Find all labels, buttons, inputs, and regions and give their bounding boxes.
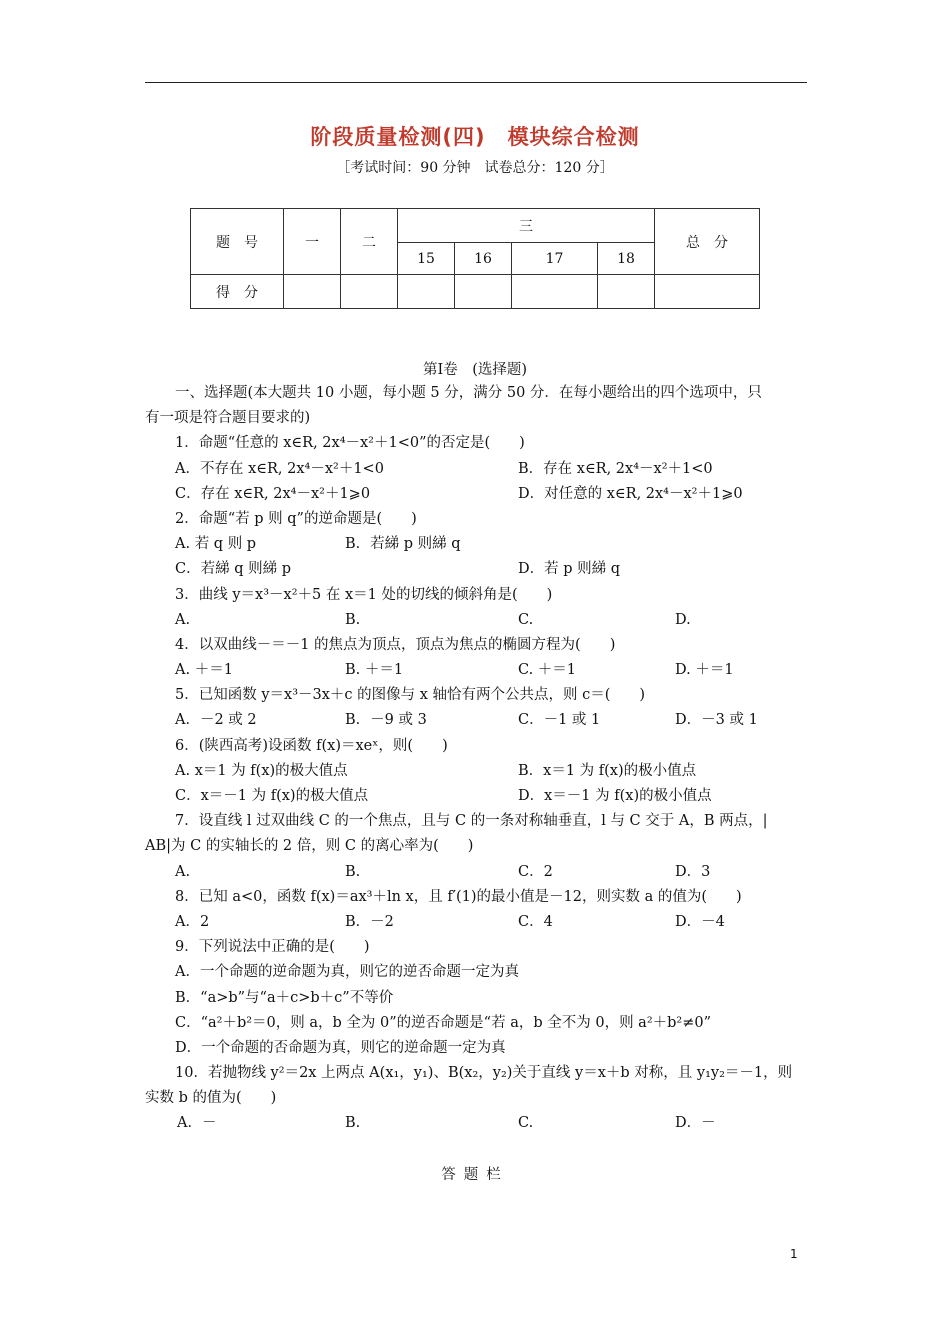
- answer-option[interactable]: C．2: [518, 863, 553, 880]
- option-row: [145, 532, 810, 557]
- score-cell[interactable]: [598, 275, 655, 309]
- answer-option[interactable]: C．若綈 q 则綈 p: [175, 561, 291, 578]
- answer-bar-label: 答题栏: [441, 1167, 509, 1183]
- answer-option[interactable]: A.: [175, 611, 191, 628]
- answer-option[interactable]: B.: [345, 863, 361, 880]
- text-line: 2．命题“若 p 则 q”的逆命题是( ): [175, 510, 417, 527]
- answer-option[interactable]: C.: [518, 1115, 534, 1132]
- answer-option[interactable]: B.: [345, 1115, 361, 1132]
- answer-option[interactable]: C．－1 或 1: [518, 712, 601, 729]
- answer-option[interactable]: D. ＋＝1: [675, 662, 734, 679]
- answer-option[interactable]: B.: [345, 611, 361, 628]
- text-line: 实数 b 的值为( ): [145, 1090, 277, 1107]
- answer-option[interactable]: B. ＋＝1: [345, 662, 404, 679]
- col-part-1: 一: [284, 209, 341, 275]
- option-row: [145, 457, 810, 482]
- score-cell[interactable]: [284, 275, 341, 309]
- text-line: C．“a²＋b²＝0，则 a，b 全为 0”的逆否命题是“若 a，b 全不为 0，则 a²＋b²≠0”: [175, 1014, 712, 1031]
- text-line: 6．(陕西高考)设函数 f(x)＝xeˣ，则( ): [175, 737, 448, 754]
- score-cell[interactable]: [512, 275, 598, 309]
- exam-info: ［考试时间：90 分钟 试卷总分：120 分］: [336, 160, 614, 176]
- answer-option[interactable]: B．－2: [345, 913, 394, 930]
- text-line: 5．已知函数 y＝x³－3x＋c 的图像与 x 轴恰有两个公共点，则 c＝( ): [175, 687, 646, 704]
- text-line: 1．命题“任意的 x∈R, 2x⁴－x²＋1<0”的否定是( ): [175, 435, 525, 452]
- text-line: 8．已知 a<0，函数 f(x)＝ax³＋ln x，且 f′(1)的最小值是－12，则实数 a 的值为( ): [175, 888, 742, 905]
- col-q17: 17: [512, 243, 598, 275]
- col-q15: 15: [398, 243, 455, 275]
- answer-option[interactable]: D．x＝－1 为 f(x)的极小值点: [518, 788, 712, 804]
- answer-option[interactable]: A. 若 q 则 p: [175, 536, 257, 553]
- option-row: [145, 482, 810, 507]
- score-cell[interactable]: [655, 275, 760, 309]
- text-line: 有一项是符合题目要求的): [145, 410, 311, 427]
- question-body: [145, 381, 810, 1137]
- answer-option[interactable]: A．－: [177, 1115, 217, 1132]
- row-label-number: 题 号: [191, 209, 284, 275]
- option-row: [145, 608, 810, 633]
- answer-option[interactable]: A．－2 或 2: [175, 712, 257, 729]
- col-q16: 16: [455, 243, 512, 275]
- answer-option[interactable]: B．存在 x∈R, 2x⁴－x²＋1<0: [518, 460, 713, 477]
- answer-option[interactable]: C. ＋＝1: [518, 662, 577, 679]
- option-row: [145, 784, 810, 809]
- option-row: [145, 759, 810, 784]
- answer-option[interactable]: A. x＝1 为 f(x)的极大值点: [175, 762, 348, 779]
- answer-option[interactable]: D.: [675, 611, 691, 628]
- answer-option[interactable]: B．x＝1 为 f(x)的极小值点: [518, 762, 697, 779]
- text-line: 7．设直线 l 过双曲线 C 的一个焦点，且与 C 的一条对称轴垂直，l 与 C 交于 A，B 两点，|: [175, 813, 768, 830]
- option-row: [145, 658, 810, 683]
- col-total: 总 分: [655, 209, 760, 275]
- answer-option[interactable]: D．－3 或 1: [675, 712, 758, 729]
- header-rule: [145, 82, 807, 83]
- answer-option[interactable]: A.: [175, 863, 191, 880]
- col-part-2: 二: [341, 209, 398, 275]
- page-number: 1: [790, 1247, 798, 1261]
- answer-option[interactable]: D．3: [675, 863, 711, 880]
- answer-option[interactable]: A．2: [175, 913, 210, 930]
- score-cell[interactable]: [455, 275, 512, 309]
- answer-option[interactable]: D．－4: [675, 913, 725, 930]
- text-line: 10．若抛物线 y²＝2x 上两点 A(x₁，y₁)、B(x₂，y₂)关于直线 y＝x＋b 对称，且 y₁y₂＝－1，则: [175, 1065, 793, 1082]
- option-row: [145, 708, 810, 733]
- score-table: [190, 208, 760, 309]
- option-row: [145, 860, 810, 885]
- answer-option[interactable]: D．－: [675, 1115, 716, 1132]
- answer-option[interactable]: D．若 p 则綈 q: [518, 561, 621, 578]
- answer-option[interactable]: A．不存在 x∈R, 2x⁴－x²＋1<0: [175, 460, 384, 477]
- row-label-score: 得 分: [191, 275, 284, 309]
- col-part-3: 三: [398, 209, 655, 243]
- answer-option[interactable]: A. ＋＝1: [175, 662, 233, 679]
- option-row: [145, 557, 810, 582]
- col-q18: 18: [598, 243, 655, 275]
- text-line: 3．曲线 y＝x³－x²＋5 在 x＝1 处的切线的倾斜角是( ): [175, 586, 553, 603]
- text-line: A．一个命题的逆命题为真，则它的逆否命题一定为真: [175, 964, 519, 981]
- answer-option[interactable]: C．4: [518, 913, 553, 930]
- answer-option[interactable]: C．x＝－1 为 f(x)的极大值点: [175, 788, 369, 804]
- text-line: D．一个命题的否命题为真，则它的逆命题一定为真: [175, 1039, 506, 1056]
- answer-option[interactable]: D．对任意的 x∈R, 2x⁴－x²＋1⩾0: [518, 485, 743, 502]
- option-row: [145, 910, 810, 935]
- text-line: 4．以双曲线－＝－1 的焦点为顶点，顶点为焦点的椭圆方程为( ): [175, 636, 616, 653]
- answer-option[interactable]: C.: [518, 611, 534, 628]
- text-line: 9．下列说法中正确的是( ): [175, 939, 370, 956]
- page-title: 阶段质量检测(四) 模块综合检测: [310, 125, 640, 149]
- score-cell[interactable]: [398, 275, 455, 309]
- answer-option[interactable]: B．若綈 p 则綈 q: [345, 536, 461, 553]
- text-line: 一、选择题(本大题共 10 小题，每小题 5 分，满分 50 分．在每小题给出的四个选项中，只: [175, 385, 762, 401]
- text-line: AB|为 C 的实轴长的 2 倍，则 C 的离心率为( ): [145, 838, 474, 855]
- section-title: 第Ⅰ卷 (选择题): [422, 362, 528, 378]
- option-row: [145, 1111, 810, 1136]
- answer-option[interactable]: B．－9 或 3: [345, 712, 427, 729]
- text-line: B．“a>b”与“a＋c>b＋c”不等价: [175, 989, 394, 1006]
- answer-option[interactable]: C．存在 x∈R, 2x⁴－x²＋1⩾0: [175, 485, 371, 502]
- score-cell[interactable]: [341, 275, 398, 309]
